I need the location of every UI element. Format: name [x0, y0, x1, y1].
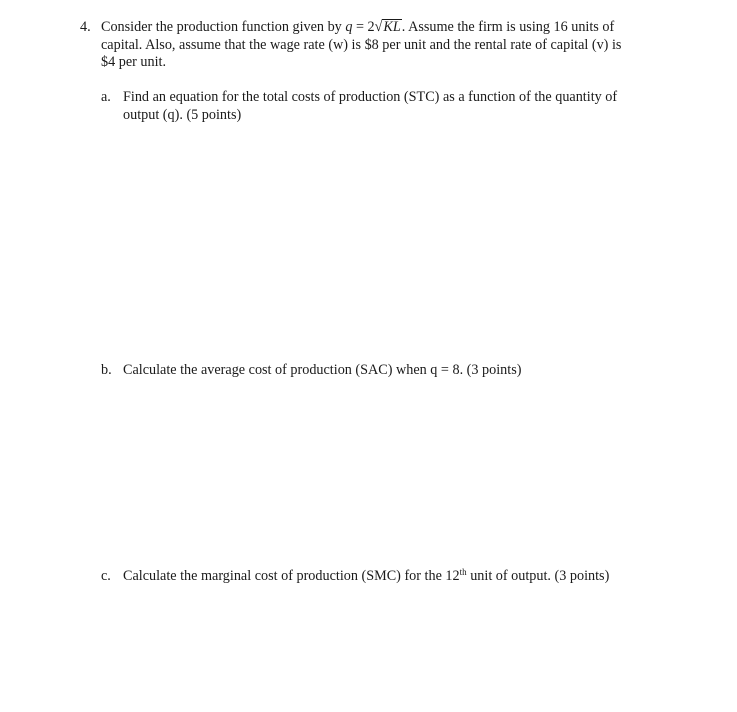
square-root [375, 19, 402, 37]
part-a-text [123, 89, 617, 124]
part-c-line-1 [123, 568, 609, 586]
func-eq: = 2 [352, 19, 375, 35]
question-stem [101, 19, 621, 72]
part-c-superscript: th [459, 567, 467, 577]
question-stem-line-3: $4 per unit. [101, 54, 167, 70]
stem-suffix: . Assume the firm is using 16 units of [401, 19, 615, 35]
part-c-text [123, 568, 609, 586]
part-b-letter: b. [101, 362, 112, 378]
part-c-text-before: Calculate the marginal cost of production (SMC) for the 12 [123, 568, 460, 584]
radicand: KL [383, 19, 401, 35]
func-q: q [345, 19, 353, 35]
question-number: 4. [80, 19, 91, 35]
question-stem-line-2: capital. Also, assume that the wage rate (w) is $8 per unit and the rental rate of capital (v) is [101, 36, 622, 53]
part-a-letter: a. [101, 89, 111, 105]
part-c-text-after: unit of output. (3 points) [466, 568, 610, 584]
part-b-text [123, 362, 521, 380]
part-c-letter: c. [101, 568, 111, 584]
part-a-line-1: Find an equation for the total costs of production (STC) as a function of the quantity of [123, 89, 618, 105]
question-stem-line-1 [101, 19, 621, 37]
stem-prefix: Consider the production function given by [101, 19, 346, 35]
radical-sign: √ [374, 18, 383, 36]
part-a-line-2: output (q). (5 points) [123, 106, 242, 123]
part-b-line-1: Calculate the average cost of production (SAC) when q = 8. (3 points) [123, 362, 522, 378]
